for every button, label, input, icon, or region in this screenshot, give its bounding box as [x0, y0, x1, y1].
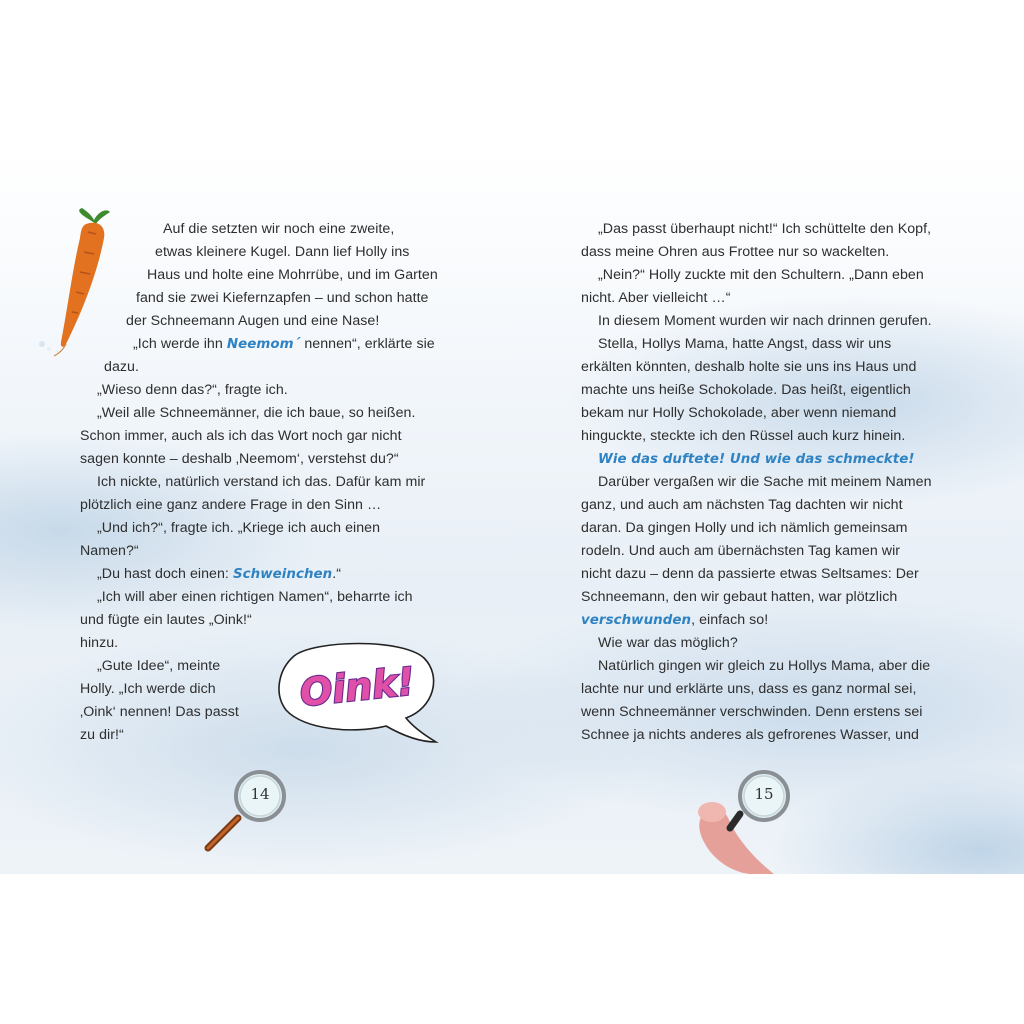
text-line: zu dir!“: [80, 727, 124, 743]
text-line: Natürlich gingen wir gleich zu Hollys Mama, aber die: [598, 658, 931, 674]
text-line: fand sie zwei Kiefernzapfen – und schon hatte: [136, 290, 429, 306]
text-line: [581, 609, 768, 632]
text-line: „Weil alle Schneemänner, die ich baue, so heißen.: [97, 405, 416, 421]
text-line: bekam nur Holly Schokolade, aber wenn niemand: [581, 405, 897, 421]
text-line: dass meine Ohren aus Frottee nur so wackelten.: [581, 244, 890, 260]
text-line: ganz, und auch am nächsten Tag dachten wir nicht: [581, 497, 903, 513]
text-line: „Gute Idee“, meinte: [97, 658, 221, 674]
highlight-verschwunden: verschwunden: [581, 613, 692, 628]
highlight-line: Wie das duftete! Und wie das schmeckte!: [598, 452, 915, 467]
text-line: erkälten könnten, deshalb holte sie uns ins Haus und: [581, 359, 917, 375]
text-line: nicht. Aber vielleicht …“: [581, 290, 731, 306]
text-line: etwas kleinere Kugel. Dann lief Holly ins: [155, 244, 410, 260]
text-line: daran. Da gingen Holly und ich nämlich gemeinsam: [581, 520, 908, 536]
text-line: nicht dazu – denn da passierte etwas Seltsames: Der: [581, 566, 919, 582]
text-line: Ich nickte, natürlich verstand ich das. Dafür kam mir: [97, 474, 426, 490]
page-number: 14: [250, 785, 270, 803]
text-line: Schneemann, den wir gebaut hatten, war plötzlich: [581, 589, 898, 605]
text-line: machte uns heiße Schokolade. Das heißt, eigentlich: [581, 382, 911, 398]
book-spread: [0, 150, 1024, 874]
text-line: [97, 563, 341, 586]
text-line: Namen?“: [80, 543, 139, 559]
text-line: Wie war das möglich?: [598, 635, 738, 651]
page-number: 15: [754, 785, 774, 803]
speech-bubble: [274, 638, 442, 748]
highlight-schweinchen: Schweinchen: [232, 567, 333, 582]
pig-snout-illustration: [690, 766, 810, 874]
text-line: Stella, Hollys Mama, hatte Angst, dass wir uns: [598, 336, 892, 352]
text-line: Darüber vergaßen wir die Sache mit meinem Namen: [598, 474, 932, 490]
text-line: hinguckte, steckte ich den Rüssel auch kurz hinein.: [581, 428, 906, 444]
magnifying-glass-icon: [198, 766, 298, 856]
text-segment: nennen“, erklärte sie: [304, 336, 435, 352]
text-segment: .“: [332, 566, 342, 582]
text-line: „Wieso denn das?“, fragte ich.: [97, 382, 288, 398]
text-line: plötzlich eine ganz andere Frage in den Sinn …: [80, 497, 382, 513]
oink-text: Oink!: [297, 659, 417, 715]
text-line: Holly. „Ich werde dich: [80, 681, 216, 697]
text-line: Schnee ja nichts anderes als gefrorenes Wasser, und: [581, 727, 919, 743]
text-line: dazu.: [104, 359, 139, 375]
text-line: Auf die setzten wir noch eine zweite,: [163, 221, 395, 237]
text-segment: „Ich werde ihn: [133, 336, 223, 352]
text-line: wenn Schneemänner verschwinden. Denn erstens sei: [581, 704, 923, 720]
text-line: Schon immer, auch als ich das Wort noch gar nicht: [80, 428, 402, 444]
text-line: und fügte ein lautes „Oink!“: [80, 612, 252, 628]
page-number-left: [198, 766, 298, 856]
text-line: hinzu.: [80, 635, 119, 651]
text-line: ‚Oink‘ nennen! Das passt: [80, 704, 239, 720]
text-segment: „Du hast doch einen:: [97, 566, 229, 582]
highlight-neemom: Neemom´: [226, 337, 301, 352]
text-line: der Schneemann Augen und eine Nase!: [126, 313, 380, 329]
text-line: „Nein?“ Holly zuckte mit den Schultern. „Dann eben: [598, 267, 924, 283]
text-line: [133, 333, 435, 356]
text-line: In diesem Moment wurden wir nach drinnen gerufen.: [598, 313, 932, 329]
text-line: rodeln. Und auch am übernächsten Tag kamen wir: [581, 543, 901, 559]
text-line: Haus und holte eine Mohrrübe, und im Garten: [147, 267, 438, 283]
text-line: lachte nur und erklärte uns, dass es ganz normal sei,: [581, 681, 917, 697]
carrot-illustration: [36, 208, 146, 358]
text-line: „Ich will aber einen richtigen Namen“, beharrte ich: [97, 589, 413, 605]
text-line: „Und ich?“, fragte ich. „Kriege ich auch einen: [97, 520, 381, 536]
text-line: „Das passt überhaupt nicht!“ Ich schüttelte den Kopf,: [598, 221, 932, 237]
page-number-right: [690, 766, 810, 874]
text-line: sagen konnte – deshalb ‚Neemom‘, verstehst du?“: [80, 451, 399, 467]
text-segment: , einfach so!: [691, 612, 769, 628]
